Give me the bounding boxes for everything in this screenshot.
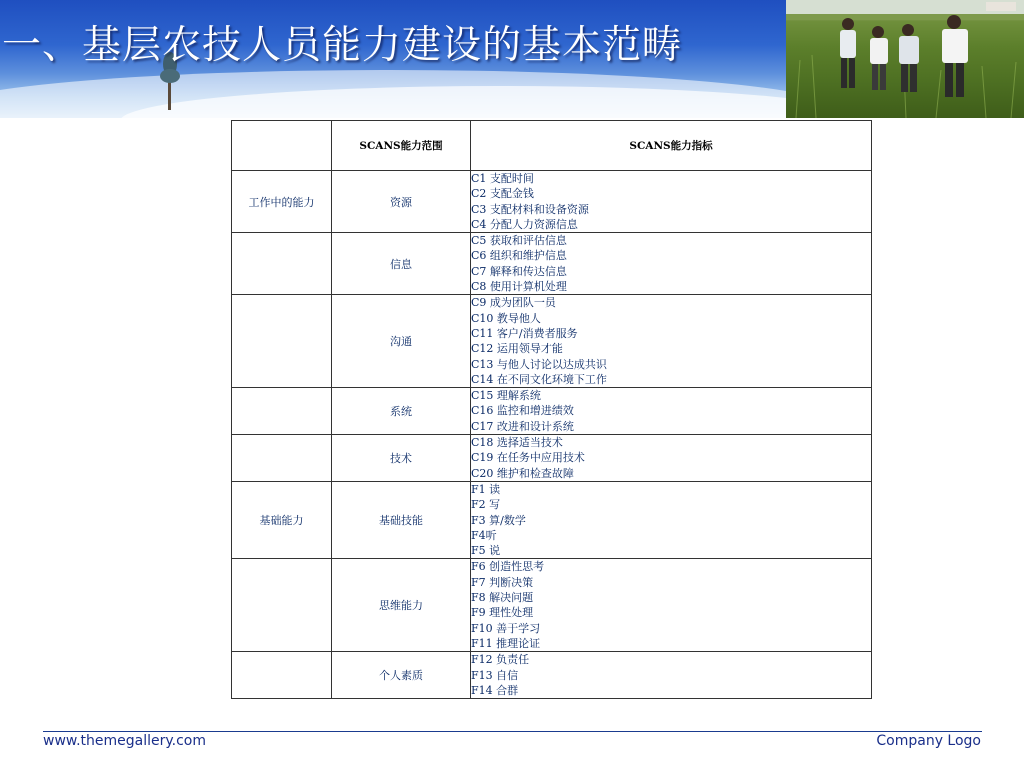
indicator-item: C7 解释和传达信息 xyxy=(471,264,567,278)
indicators-cell xyxy=(471,652,872,699)
indicator-item: C14 在不同文化环境下工作 xyxy=(471,372,607,386)
indicators-cell xyxy=(471,481,872,558)
indicator-item: C1 支配时间 xyxy=(471,172,534,185)
indicator-item: C6 组织和维护信息 xyxy=(471,249,567,263)
indicator-item: C9 成为团队一员 xyxy=(471,296,556,310)
indicator-item: F11 推理论证 xyxy=(471,636,541,650)
indicator-item: C11 客户/消费者服务 xyxy=(471,326,578,340)
table-row xyxy=(232,295,872,388)
table-row xyxy=(232,559,872,652)
indicator-item: C19 在任务中应用技术 xyxy=(471,451,585,465)
footer-company-logo: Company Logo xyxy=(876,733,981,749)
indicator-item: C2 支配金钱 xyxy=(471,187,534,201)
indicator-item: C13 与他人讨论以达成共识 xyxy=(471,357,607,371)
indicators-cell xyxy=(471,295,872,388)
category-cell xyxy=(232,295,332,388)
table-header-row xyxy=(232,121,872,171)
scope-cell: 基础技能 xyxy=(332,481,471,558)
table-row xyxy=(232,171,872,233)
scope-cell: 资源 xyxy=(332,171,471,233)
title-banner xyxy=(0,0,786,118)
indicator-item: F1 读 xyxy=(471,482,501,496)
indicator-item: F2 写 xyxy=(471,498,501,512)
indicator-item: F3 算/数学 xyxy=(471,513,526,527)
indicator-item: F7 判断决策 xyxy=(471,575,534,589)
category-cell: 基础能力 xyxy=(232,481,332,558)
scope-cell: 个人素质 xyxy=(332,652,471,699)
table-row xyxy=(232,233,872,295)
indicator-item: C20 维护和检查故障 xyxy=(471,466,574,480)
indicator-item: C18 选择适当技术 xyxy=(471,436,563,450)
table-row xyxy=(232,652,872,699)
indicator-item: F12 负责任 xyxy=(471,653,530,667)
header-cell-indicators: SCANS能力指标 xyxy=(471,121,872,171)
category-cell xyxy=(232,233,332,295)
indicator-item: F4听 xyxy=(471,528,497,542)
scope-cell: 信息 xyxy=(332,233,471,295)
indicator-item: C5 获取和评估信息 xyxy=(471,234,567,248)
indicator-item: F9 理性处理 xyxy=(471,606,534,620)
indicator-item: C12 运用领导才能 xyxy=(471,342,563,356)
indicator-item: C3 支配材料和设备资源 xyxy=(471,202,589,216)
indicators-cell xyxy=(471,388,872,435)
indicator-item: F6 创造性思考 xyxy=(471,560,545,574)
table-row xyxy=(232,388,872,435)
indicators-cell xyxy=(471,171,872,233)
indicators-cell xyxy=(471,559,872,652)
category-cell xyxy=(232,559,332,652)
field-photo xyxy=(786,0,1024,118)
scope-cell: 系统 xyxy=(332,388,471,435)
indicator-item: F8 解决问题 xyxy=(471,591,534,605)
category-cell xyxy=(232,435,332,482)
table-row xyxy=(232,435,872,482)
indicator-item: F13 自信 xyxy=(471,668,519,682)
scope-cell: 沟通 xyxy=(332,295,471,388)
indicator-item: F10 善于学习 xyxy=(471,621,541,635)
header-cell-scope: SCANS能力范围 xyxy=(332,121,471,171)
category-cell xyxy=(232,652,332,699)
indicator-item: C4 分配人力资源信息 xyxy=(471,217,578,231)
indicator-item: C8 使用计算机处理 xyxy=(471,280,567,294)
category-cell: 工作中的能力 xyxy=(232,171,332,233)
indicator-item: C15 理解系统 xyxy=(471,389,541,403)
category-cell xyxy=(232,388,332,435)
indicator-item: C17 改进和设计系统 xyxy=(471,419,574,433)
slide-title: 一、基层农技人员能力建设的基本范畴 xyxy=(2,23,683,68)
scope-cell: 思维能力 xyxy=(332,559,471,652)
indicator-item: C10 教导他人 xyxy=(471,311,541,325)
scope-cell: 技术 xyxy=(332,435,471,482)
indicator-item: C16 监控和增进绩效 xyxy=(471,404,574,418)
scans-competency-table xyxy=(231,120,872,699)
footer-website-link[interactable]: www.themegallery.com xyxy=(43,733,206,749)
indicators-cell xyxy=(471,233,872,295)
table-row xyxy=(232,481,872,558)
indicator-item: F14 合群 xyxy=(471,683,519,697)
indicator-item: F5 说 xyxy=(471,544,501,558)
header-cell-blank xyxy=(232,121,332,171)
people-in-rice-field-image xyxy=(786,0,1024,118)
footer-divider xyxy=(43,731,982,732)
indicators-cell xyxy=(471,435,872,482)
